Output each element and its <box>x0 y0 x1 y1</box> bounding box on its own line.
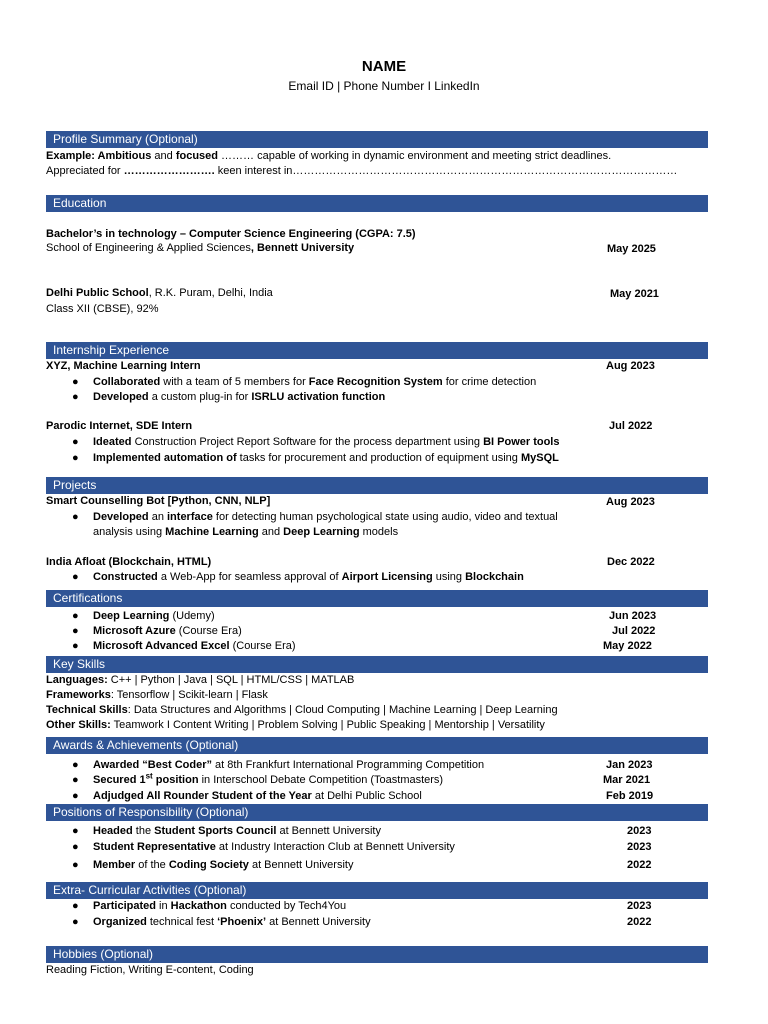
certification-3: Microsoft Advanced Excel (Course Era) <box>93 640 296 652</box>
section-header-certifications: Certifications <box>46 590 708 607</box>
certification-2-date: Jul 2022 <box>612 625 656 637</box>
extracurricular-1: Participated in Hackathon conducted by Tech4You <box>93 900 347 912</box>
section-header-awards: Awards & Achievements (Optional) <box>46 737 708 754</box>
extracurricular-2-date: 2022 <box>627 916 652 928</box>
profile-line-2: Appreciated for ……………………. keen interest in…………………………………………………………………………………………… <box>46 165 678 177</box>
bullet-icon: ● <box>72 571 79 583</box>
position-2-date: 2023 <box>627 841 652 853</box>
position-3: Member of the Coding Society at Bennett University <box>93 859 354 871</box>
internship-1-bullet-2: Developed a custom plug-in for ISRLU activation function <box>93 391 386 403</box>
internship-2-date: Jul 2022 <box>609 420 653 432</box>
education-school-title: Delhi Public School, R.K. Puram, Delhi, India <box>46 287 273 299</box>
profile-line-1: Example: Ambitious and focused ……… capable of working in dynamic environment and meeting strict deadlines. <box>46 150 612 162</box>
extracurricular-1-date: 2023 <box>627 900 652 912</box>
bullet-icon: ● <box>72 774 79 786</box>
skills-frameworks: Frameworks: Tensorflow | Scikit-learn | Flask <box>46 689 268 701</box>
bullet-icon: ● <box>72 790 79 802</box>
education-degree-school: School of Engineering & Applied Sciences, Bennett University <box>46 242 355 254</box>
education-school-class: Class XII (CBSE), 92% <box>46 303 159 315</box>
bullet-icon: ● <box>72 825 79 837</box>
skills-technical: Technical Skills: Data Structures and Algorithms | Cloud Computing | Machine Learning | Deep Learning <box>46 704 558 716</box>
bullet-icon: ● <box>72 391 79 403</box>
award-1-date: Jan 2023 <box>606 759 653 771</box>
bullet-icon: ● <box>72 452 79 464</box>
resume-name: NAME <box>361 58 407 75</box>
bullet-icon: ● <box>72 916 79 928</box>
project-2-date: Dec 2022 <box>607 556 655 568</box>
bullet-icon: ● <box>72 610 79 622</box>
bullet-icon: ● <box>72 759 79 771</box>
position-3-date: 2022 <box>627 859 652 871</box>
bullet-icon: ● <box>72 625 79 637</box>
education-degree-title: Bachelor’s in technology – Computer Science Engineering (CGPA: 7.5) <box>46 228 416 240</box>
section-header-extracurricular: Extra- Curricular Activities (Optional) <box>46 882 708 899</box>
hobbies-text: Reading Fiction, Writing E-content, Coding <box>46 964 254 976</box>
skills-languages: Languages: C++ | Python | Java | SQL | HTML/CSS | MATLAB <box>46 674 355 686</box>
bullet-icon: ● <box>72 640 79 652</box>
section-header-positions: Positions of Responsibility (Optional) <box>46 804 708 821</box>
section-header-projects: Projects <box>46 477 708 494</box>
award-2-date: Mar 2021 <box>603 774 651 786</box>
contact-line: Email ID | Phone Number I LinkedIn <box>288 79 480 93</box>
section-header-profile: Profile Summary (Optional) <box>46 131 708 148</box>
project-1-bullet-1-line-2: analysis using Machine Learning and Deep Learning models <box>93 526 399 538</box>
award-1: Awarded “Best Coder” at 8th Frankfurt International Programming Competition <box>93 759 485 771</box>
section-header-education: Education <box>46 195 708 212</box>
certification-3-date: May 2022 <box>603 640 652 652</box>
extracurricular-2: Organized technical fest ‘Phoenix’ at Bennett University <box>93 916 371 928</box>
internship-1-date: Aug 2023 <box>606 360 655 372</box>
bullet-icon: ● <box>72 436 79 448</box>
skills-other: Other Skills: Teamwork I Content Writing | Problem Solving | Public Speaking | Mentorship | Versatility <box>46 719 545 731</box>
section-header-internship: Internship Experience <box>46 342 708 359</box>
bullet-icon: ● <box>72 376 79 388</box>
certification-2: Microsoft Azure (Course Era) <box>93 625 242 637</box>
position-2: Student Representative at Industry Interaction Club at Bennett University <box>93 841 455 853</box>
internship-2-bullet-2: Implemented automation of tasks for procurement and production of equipment using MySQL <box>93 452 559 464</box>
bullet-icon: ● <box>72 841 79 853</box>
project-1-date: Aug 2023 <box>606 496 655 508</box>
bullet-icon: ● <box>72 511 79 523</box>
education-school-date: May 2021 <box>610 288 659 300</box>
certification-1: Deep Learning (Udemy) <box>93 610 215 622</box>
bullet-icon: ● <box>72 900 79 912</box>
position-1: Headed the Student Sports Council at Bennett University <box>93 825 381 837</box>
award-2: Secured 1st position in Interschool Debate Competition (Toastmasters) <box>93 771 444 786</box>
section-header-hobbies: Hobbies (Optional) <box>46 946 708 963</box>
education-degree-date: May 2025 <box>607 243 656 255</box>
project-2-title: India Afloat (Blockchain, HTML) <box>46 556 212 568</box>
project-1-title: Smart Counselling Bot [Python, CNN, NLP] <box>46 495 271 507</box>
section-header-skills: Key Skills <box>46 656 708 673</box>
project-2-bullet-1: Constructed a Web-App for seamless approval of Airport Licensing using Blockchain <box>93 571 524 583</box>
internship-2-title: Parodic Internet, SDE Intern <box>46 420 193 432</box>
position-1-date: 2023 <box>627 825 652 837</box>
internship-1-bullet-1: Collaborated with a team of 5 members for Face Recognition System for crime detection <box>93 376 537 388</box>
internship-2-bullet-1: Ideated Construction Project Report Software for the process department using BI Power tools <box>93 436 560 448</box>
award-3-date: Feb 2019 <box>606 790 654 802</box>
bullet-icon: ● <box>72 859 79 871</box>
project-1-bullet-1-line-1: Developed an interface for detecting human psychological state using audio, video and textual <box>93 511 558 523</box>
award-3: Adjudged All Rounder Student of the Year at Delhi Public School <box>93 790 422 802</box>
certification-1-date: Jun 2023 <box>609 610 657 622</box>
internship-1-title: XYZ, Machine Learning Intern <box>46 360 201 372</box>
